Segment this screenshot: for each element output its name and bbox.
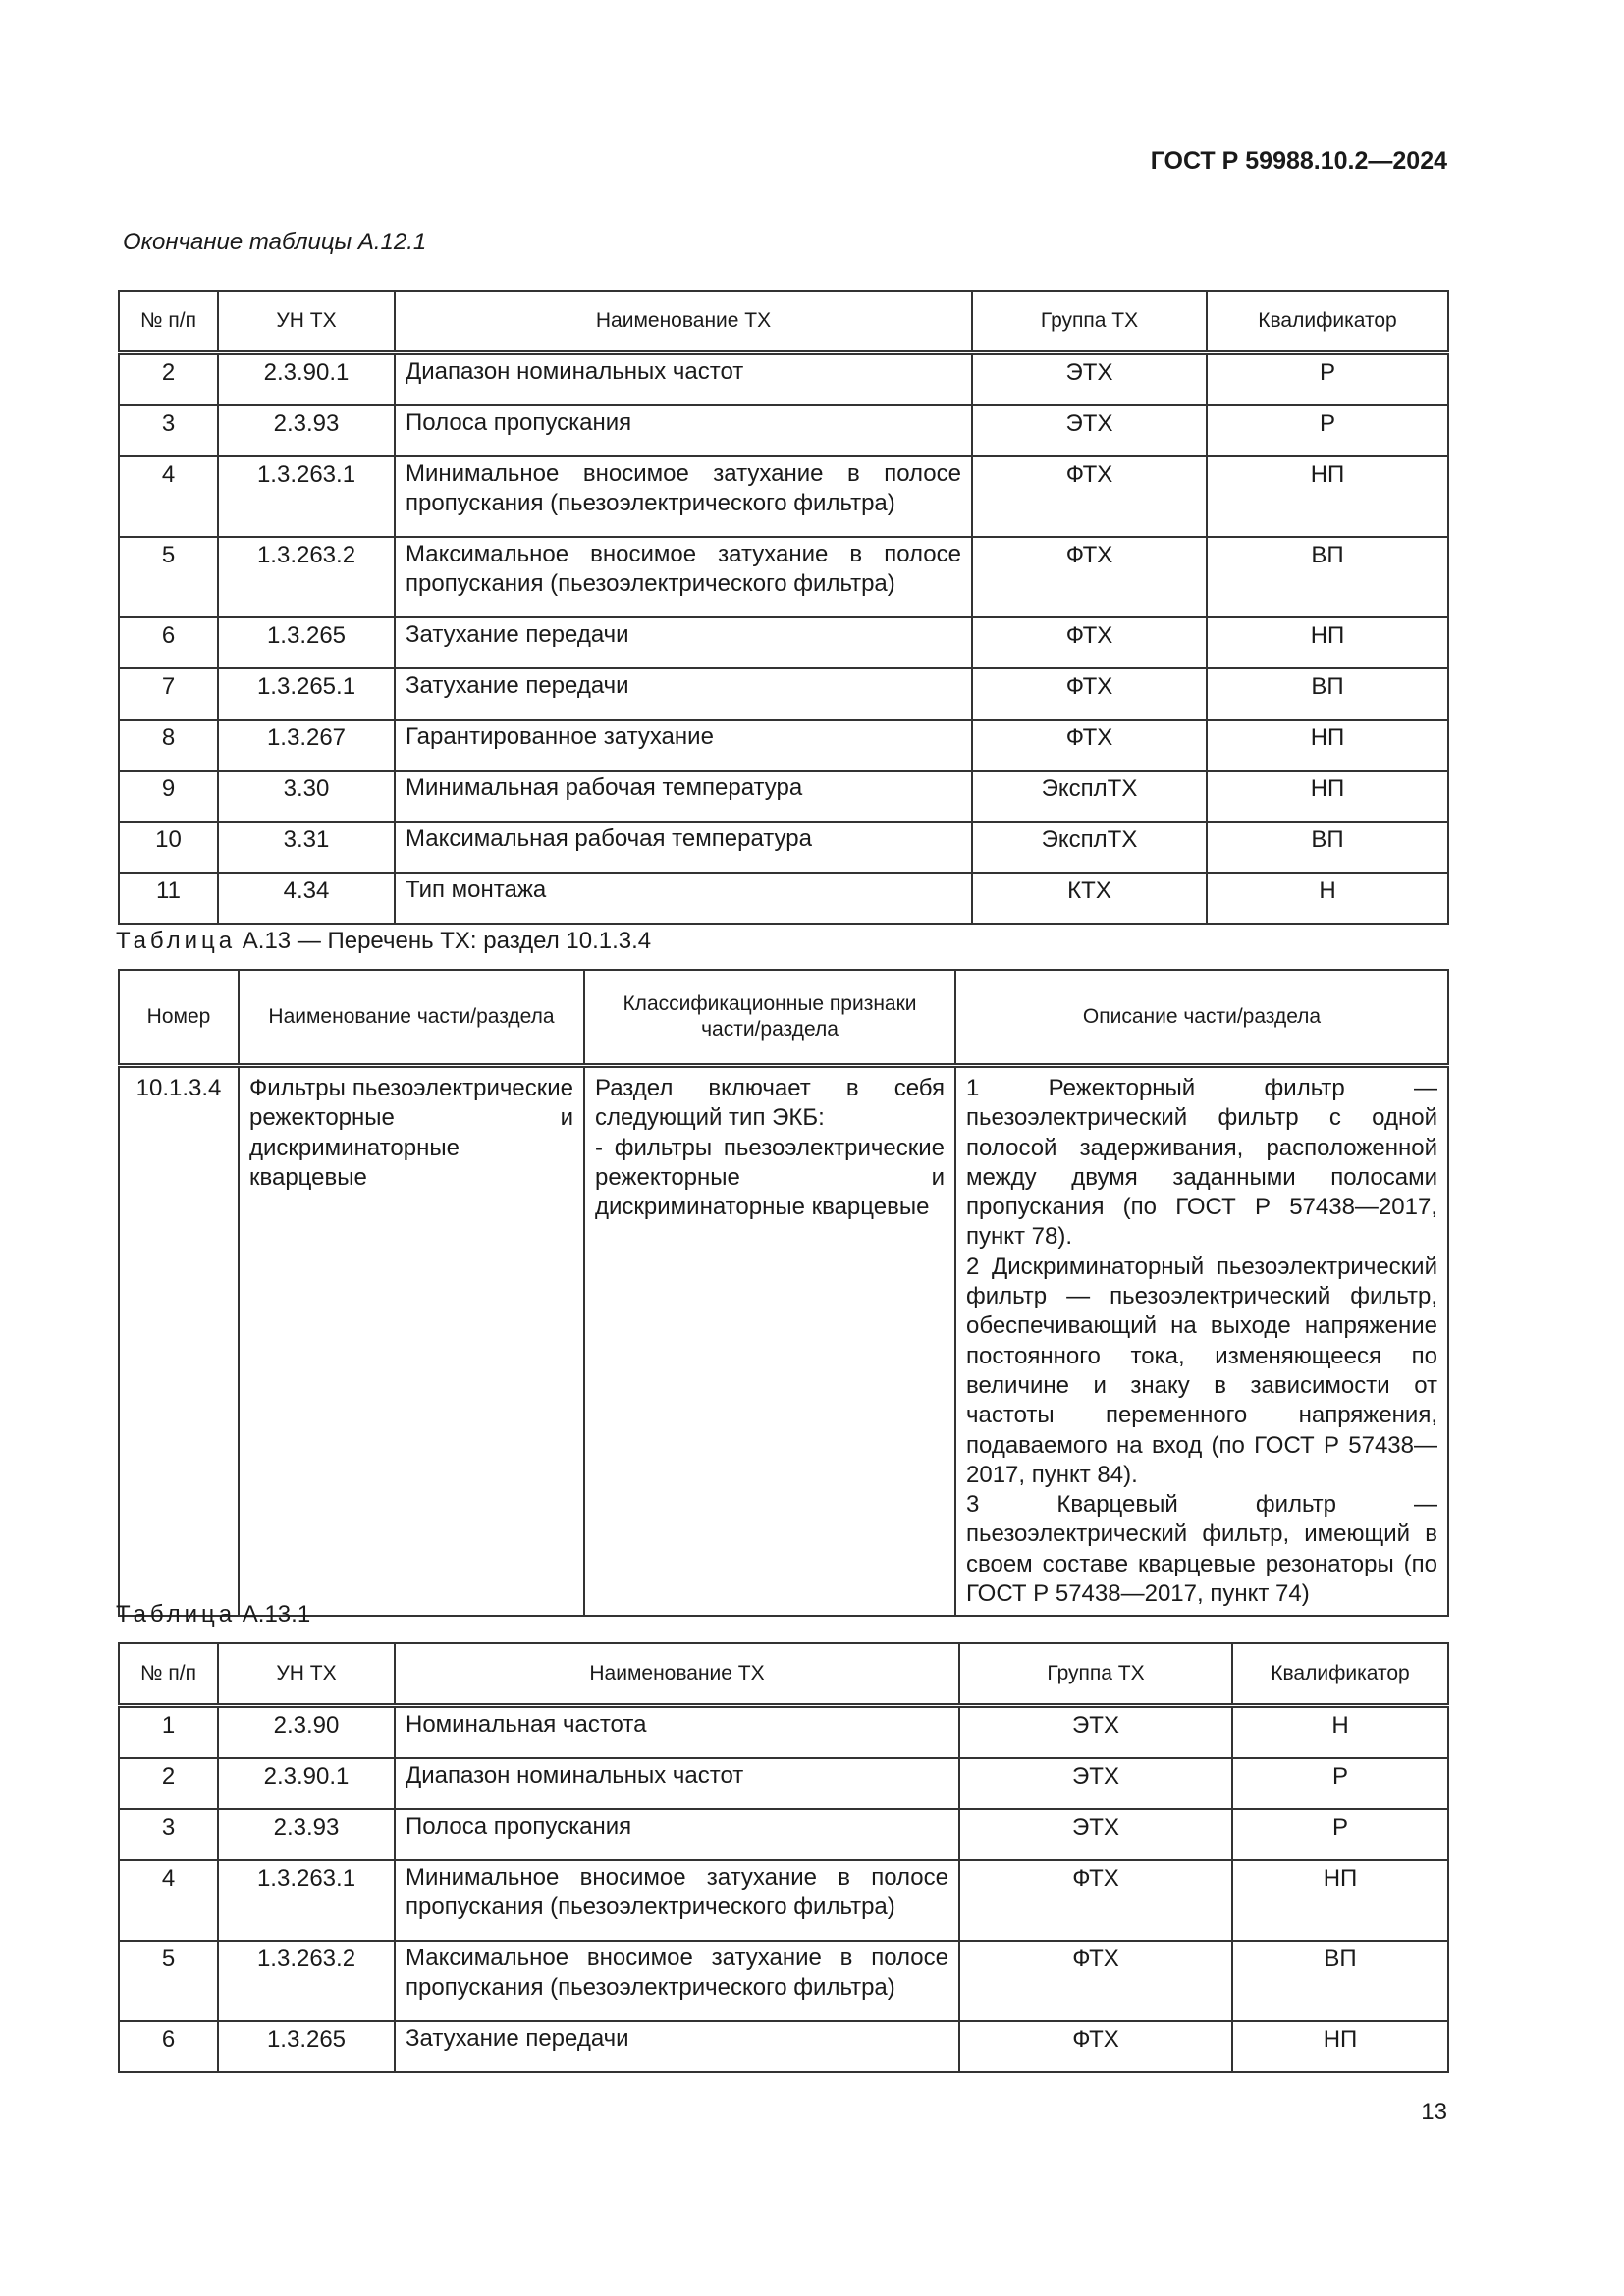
cell-group: ЭТХ xyxy=(959,1809,1232,1860)
cell-name: Максимальное вносимое затухание в полосе пропускания (пьезоэлектрического фильтра) xyxy=(395,537,972,617)
cell-code: 1.3.265 xyxy=(218,617,395,668)
cell-code: 2.3.90.1 xyxy=(218,353,395,406)
cell-code: 1.3.267 xyxy=(218,720,395,771)
cell-qualifier: Р xyxy=(1207,353,1448,406)
cell-group: ФТХ xyxy=(959,2021,1232,2072)
cell-index: 2 xyxy=(119,1758,218,1809)
cell-index: 2 xyxy=(119,353,218,406)
cell-group: ФТХ xyxy=(972,617,1207,668)
column-header: УН ТХ xyxy=(218,291,395,353)
table-row xyxy=(119,1706,1448,1759)
cell-qualifier: НП xyxy=(1232,1860,1448,1941)
cell-code: 2.3.93 xyxy=(218,1809,395,1860)
cell-name: Номинальная частота xyxy=(395,1706,959,1759)
cell-index: 6 xyxy=(119,2021,218,2072)
cell-code: 2.3.93 xyxy=(218,405,395,456)
cell-name: Максимальная рабочая температура xyxy=(395,822,972,873)
cell-section-number: 10.1.3.4 xyxy=(119,1066,239,1617)
cell-code: 1.3.263.2 xyxy=(218,537,395,617)
cell-description xyxy=(955,1066,1448,1617)
table-caption-title: А.13 — Перечень ТХ: раздел 10.1.3.4 xyxy=(242,928,652,954)
column-header: Группа ТХ xyxy=(972,291,1207,353)
cell-group: ФТХ xyxy=(972,720,1207,771)
cell-classification xyxy=(584,1066,955,1617)
cell-group: ФТХ xyxy=(972,456,1207,537)
cell-index: 1 xyxy=(119,1706,218,1759)
column-header: Группа ТХ xyxy=(959,1643,1232,1706)
cell-code: 3.30 xyxy=(218,771,395,822)
column-header: Наименование ТХ xyxy=(395,1643,959,1706)
table-caption xyxy=(116,928,651,955)
cell-name: Затухание передачи xyxy=(395,2021,959,2072)
cell-name: Минимальное вносимое затухание в полосе пропускания (пьезоэлектрического фильтра) xyxy=(395,456,972,537)
cell-group: ЭТХ xyxy=(972,405,1207,456)
table-caption: Окончание таблицы А.12.1 xyxy=(123,229,427,255)
cell-code: 1.3.263.2 xyxy=(218,1941,395,2021)
cell-index: 5 xyxy=(119,537,218,617)
column-header: № п/п xyxy=(119,1643,218,1706)
table-a12-1 xyxy=(118,290,1449,925)
column-header: Квалификатор xyxy=(1207,291,1448,353)
cell-qualifier: Н xyxy=(1207,873,1448,924)
cell-qualifier: НП xyxy=(1207,771,1448,822)
cell-index: 3 xyxy=(119,405,218,456)
table-row xyxy=(119,617,1448,668)
table-row xyxy=(119,822,1448,873)
cell-name: Затухание передачи xyxy=(395,668,972,720)
cell-group: ФТХ xyxy=(959,1860,1232,1941)
column-header: Наименование части/раздела xyxy=(239,970,584,1066)
cell-qualifier: Р xyxy=(1232,1809,1448,1860)
table-row xyxy=(119,1758,1448,1809)
cell-name: Полоса пропускания xyxy=(395,1809,959,1860)
cell-name: Максимальное вносимое затухание в полосе пропускания (пьезоэлектрического фильтра) xyxy=(395,1941,959,2021)
description-item-3: 3 Кварцевый фильтр — пьезоэлектрический фильтр, имеющий в своем составе кварцевые резонаторы (по ГОСТ Р 57438—2017, пункт 74) xyxy=(966,1491,1437,1608)
table-row xyxy=(119,1860,1448,1941)
column-header: Номер xyxy=(119,970,239,1066)
column-header: № п/п xyxy=(119,291,218,353)
cell-name: Тип монтажа xyxy=(395,873,972,924)
cell-index: 8 xyxy=(119,720,218,771)
document-code: ГОСТ Р 59988.10.2—2024 xyxy=(1150,147,1447,175)
cell-code: 2.3.90 xyxy=(218,1706,395,1759)
cell-name: Полоса пропускания xyxy=(395,405,972,456)
table-row xyxy=(119,1066,1448,1617)
table-caption-prefix: Таблица xyxy=(116,1601,237,1628)
cell-group: ЭТХ xyxy=(959,1758,1232,1809)
cell-code: 1.3.265.1 xyxy=(218,668,395,720)
cell-index: 4 xyxy=(119,456,218,537)
column-header: Наименование ТХ xyxy=(395,291,972,353)
cell-name: Диапазон номинальных частот xyxy=(395,1758,959,1809)
cell-qualifier: ВП xyxy=(1232,1941,1448,2021)
column-header: Квалификатор xyxy=(1232,1643,1448,1706)
cell-group: ЭксплТХ xyxy=(972,822,1207,873)
cell-index: 11 xyxy=(119,873,218,924)
cell-group: ФТХ xyxy=(959,1941,1232,2021)
cell-group: ЭксплТХ xyxy=(972,771,1207,822)
cell-code: 3.31 xyxy=(218,822,395,873)
classification-intro: Раздел включает в себя следующий тип ЭКБ: xyxy=(595,1075,945,1132)
table-row xyxy=(119,668,1448,720)
table-a13 xyxy=(118,969,1449,1617)
cell-qualifier: ВП xyxy=(1207,822,1448,873)
cell-code: 4.34 xyxy=(218,873,395,924)
table-row xyxy=(119,2021,1448,2072)
table-row xyxy=(119,405,1448,456)
cell-qualifier: НП xyxy=(1232,2021,1448,2072)
cell-name: Минимальное вносимое затухание в полосе пропускания (пьезоэлектрического фильтра) xyxy=(395,1860,959,1941)
table-row xyxy=(119,720,1448,771)
cell-name: Затухание передачи xyxy=(395,617,972,668)
table-row xyxy=(119,456,1448,537)
cell-index: 9 xyxy=(119,771,218,822)
cell-group: ФТХ xyxy=(972,537,1207,617)
cell-group: ЭТХ xyxy=(959,1706,1232,1759)
cell-qualifier: НП xyxy=(1207,617,1448,668)
cell-qualifier: ВП xyxy=(1207,537,1448,617)
cell-index: 6 xyxy=(119,617,218,668)
cell-code: 1.3.265 xyxy=(218,2021,395,2072)
cell-qualifier: НП xyxy=(1207,720,1448,771)
cell-group: ЭТХ xyxy=(972,353,1207,406)
table-row xyxy=(119,1941,1448,2021)
cell-index: 7 xyxy=(119,668,218,720)
cell-code: 2.3.90.1 xyxy=(218,1758,395,1809)
cell-qualifier: Р xyxy=(1207,405,1448,456)
table-row xyxy=(119,873,1448,924)
cell-index: 10 xyxy=(119,822,218,873)
cell-section-name: Фильтры пьезоэлектрические режекторные и дискриминаторные кварцевые xyxy=(239,1066,584,1617)
table-caption xyxy=(116,1601,310,1629)
cell-group: ФТХ xyxy=(972,668,1207,720)
cell-code: 1.3.263.1 xyxy=(218,456,395,537)
cell-code: 1.3.263.1 xyxy=(218,1860,395,1941)
cell-qualifier: Н xyxy=(1232,1706,1448,1759)
cell-qualifier: Р xyxy=(1232,1758,1448,1809)
description-item-2: 2 Дискриминаторный пьезоэлектрический фильтр — пьезоэлектрический фильтр, обеспечивающий на выходе напряжение постоянного тока, изменяющееся по величине и знаку в зависимости от частоты переменного напряжения, подаваемого на вход (по ГОСТ Р 57438—2017, пункт 84). xyxy=(966,1253,1437,1488)
table-row xyxy=(119,353,1448,406)
cell-group: КТХ xyxy=(972,873,1207,924)
cell-name: Диапазон номинальных частот xyxy=(395,353,972,406)
table-caption-prefix: Таблица xyxy=(116,928,237,954)
classification-item: - фильтры пьезоэлектрические режекторные и дискриминаторные кварцевые xyxy=(595,1134,945,1221)
cell-name: Гарантированное затухание xyxy=(395,720,972,771)
cell-qualifier: НП xyxy=(1207,456,1448,537)
column-header: УН ТХ xyxy=(218,1643,395,1706)
table-row xyxy=(119,537,1448,617)
cell-index: 4 xyxy=(119,1860,218,1941)
table-caption-title: А.13.1 xyxy=(242,1601,311,1628)
table-row xyxy=(119,1809,1448,1860)
column-header: Описание части/раздела xyxy=(955,970,1448,1066)
cell-qualifier: ВП xyxy=(1207,668,1448,720)
page-number: 13 xyxy=(1421,2099,1447,2125)
cell-name: Минимальная рабочая температура xyxy=(395,771,972,822)
description-item-1: 1 Режекторный фильтр — пьезоэлектрический фильтр с одной полосой задерживания, расположенной между двумя заданными полосами пропускания (по ГОСТ Р 57438—2017, пункт 78). xyxy=(966,1075,1437,1251)
column-header: Классификационные признаки части/раздела xyxy=(584,970,955,1066)
cell-index: 3 xyxy=(119,1809,218,1860)
table-row xyxy=(119,771,1448,822)
cell-index: 5 xyxy=(119,1941,218,2021)
table-a13-1 xyxy=(118,1642,1449,2073)
